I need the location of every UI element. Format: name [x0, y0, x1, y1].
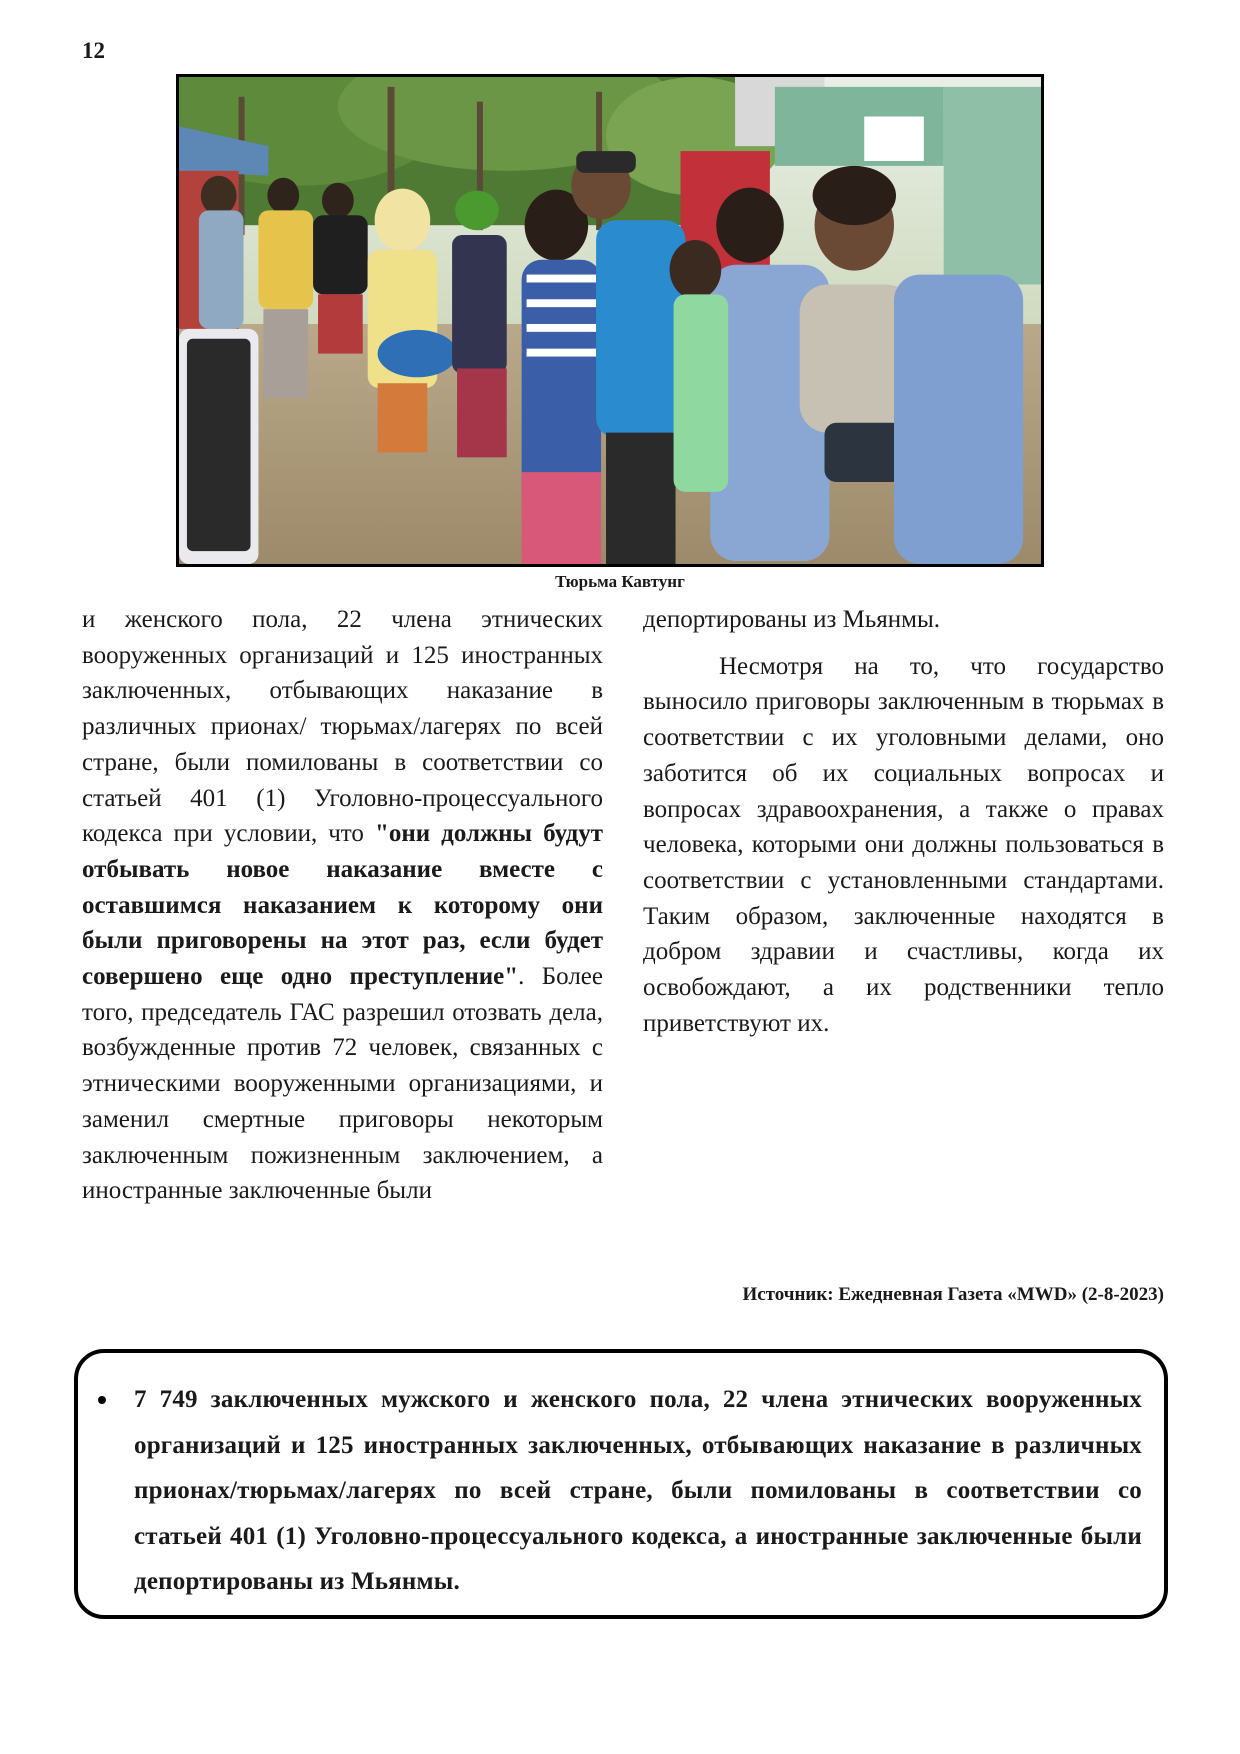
- page-number: 12: [82, 38, 105, 63]
- source-citation: Источник: Ежедневная Газета «MWD» (2-8-2023): [742, 1284, 1164, 1305]
- summary-bullet-text: 7 749 заключенных мужского и женского пола, 22 члена этнических вооруженных организаций и 125 иностранных заключенных, отбывающих наказание в различных прионах/тюрьмах/лагерях по всей стране, были помилованы в соответствии со статьей 401 (1) Уголовно-процессуального кодекса, а иностранные заключенные были депортированы из Мьянмы.: [134, 1386, 1142, 1595]
- summary-list: [134, 1377, 1142, 1605]
- left-text-before-quote: и женского пола, 22 члена этнических вооруженных организаций и 125 иностранных заключенных, отбывающих наказание в различных прионах/ тюрьмах/лагерях по всей стране, были помилованы в соответствии со статьей 401 (1) Уголовно-процессуального кодекса при условии, что: [82, 606, 603, 848]
- right-paragraph-2: Несмотря на то, что государство выносило приговоры заключенным в тюрьмах в соответствии с их уголовными делами, оно заботится об их социальных вопросах и вопросах здравоохранения, а также о правах человека, которыми они должны пользоваться в соответствии с установленными стандартами. Таким образом, заключенные находятся в добром здравии и счастливы, когда их освобождают, а их родственники тепло приветствуют их.: [643, 652, 1164, 1037]
- prison-release-photo: [176, 74, 1044, 567]
- right-paragraph-1: депортированы из Мьянмы.: [643, 606, 941, 633]
- bullet-icon: [98, 1396, 106, 1404]
- left-paragraph: [82, 602, 603, 1209]
- summary-box: [74, 1349, 1168, 1619]
- summary-bullet-item: [134, 1377, 1142, 1605]
- photo-caption: Тюрьма Кавтунг: [555, 572, 685, 591]
- left-quote-bold: "они должны будут отбывать новое наказание вместе с оставшимся наказанием к которому они были приговорены на этот раз, если будет совершено еще одно преступление": [82, 820, 604, 991]
- photo-illustration: [179, 77, 1041, 564]
- right-column: [643, 602, 1164, 1041]
- left-text-after-quote: . Более того, председатель ГАС разрешил отозвать дела, возбужденные против 72 человек, связанных с этническими вооруженными организациями, и заменил смертные приговоры некоторым заключенным пожизненным заключением, а иностранные заключенные были: [82, 963, 603, 1205]
- left-column: [82, 602, 603, 1209]
